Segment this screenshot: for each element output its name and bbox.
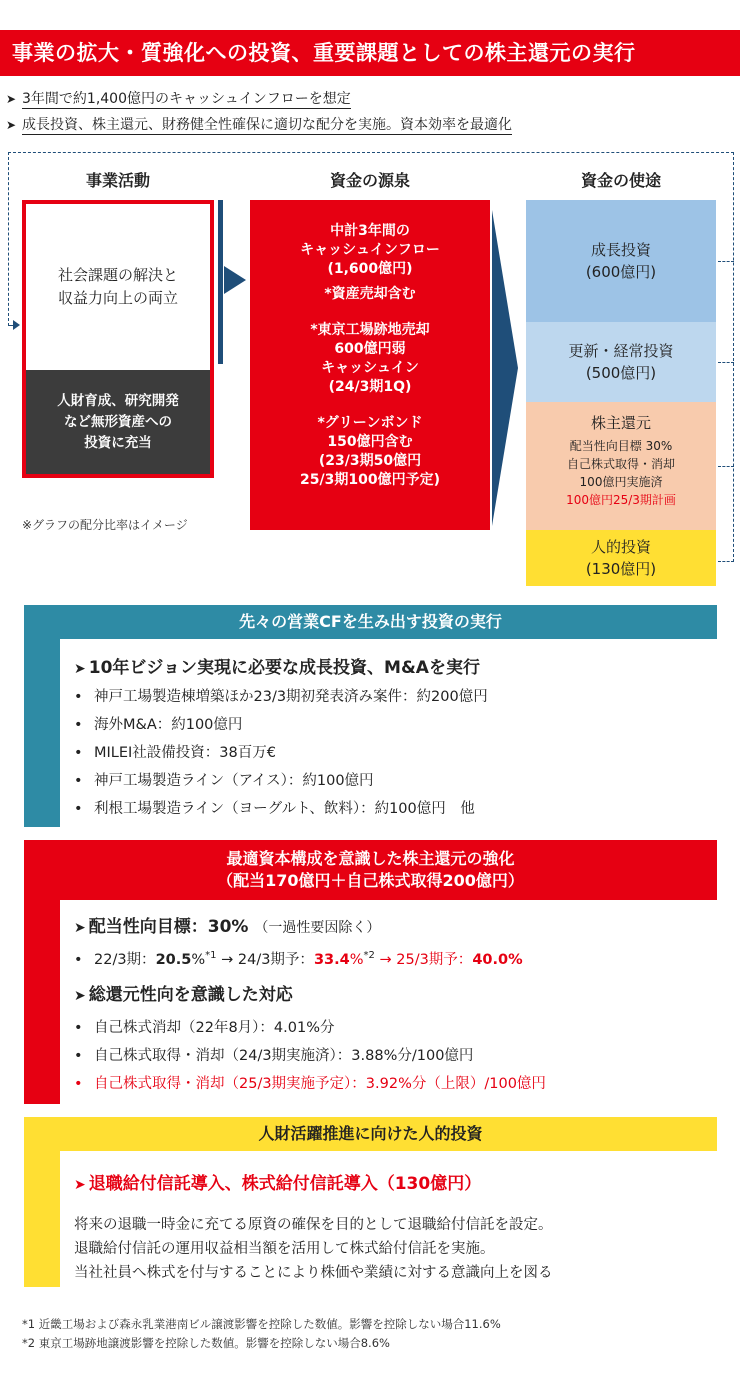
section1-header: 先々の営業CFを生み出す投資の実行 (24, 605, 717, 639)
list-item: • 神戸工場製造棟増築ほか23/3期初発表済み案件：約200億円 (74, 689, 488, 705)
loop-connector-growth (718, 261, 734, 262)
arrow-right-icon: ➤ (74, 1177, 86, 1193)
use-renewal-investment: 更新・経常投資 (500億円) (526, 322, 716, 402)
footnote-2: *2 東京工場跡地譲渡影響を控除した数値。影響を控除しない場合8.6% (22, 1336, 390, 1350)
flow-bar (218, 200, 223, 364)
graph-note: ※グラフの配分比率はイメージ (22, 518, 188, 532)
section-human-investment (24, 1117, 717, 1287)
list-item: • 自己株式取得・消却（24/3期実施済）：3.88%分/100億円 (74, 1048, 474, 1064)
arrow-right-icon: ➤ (74, 920, 86, 936)
loop-connector-shareholder (718, 466, 734, 467)
list-item: • 海外M&A：約100億円 (74, 717, 243, 733)
business-top-panel: 社会課題の解決と 収益力向上の両立 (57, 266, 178, 307)
arrow-right-icon: ➤ (6, 118, 17, 132)
list-item: • MILEI社設備投資：38百万€ (74, 745, 276, 761)
section3-text-line: 将来の退職一時金に充てる原資の確保を目的として退職給付信託を設定。 (74, 1217, 553, 1233)
use-shareholder-return: 株主還元 配当性向目標 30% 自己株式取得・消却 100億円実施済 100億円25/3期計画 (526, 402, 716, 530)
list-item: • 利根工場製造ライン（ヨーグルト、飲料）：約100億円 他 (74, 801, 475, 817)
loop-connector-renewal (718, 362, 734, 363)
list-item: • 自己株式取得・消却（25/3期実施予定）：3.92%分（上限）/100億円 (74, 1076, 546, 1092)
heading-source: 資金の源泉 (329, 171, 410, 190)
section1-side-bar (24, 639, 60, 827)
section3-header: 人財活躍推進に向けた人的投資 (24, 1117, 717, 1151)
section3-side-bar (24, 1151, 60, 1287)
list-item: • 自己株式消却（22年8月）：4.01%分 (74, 1020, 335, 1036)
section3-subtitle: ➤ 退職給付信託導入、株式給付信託導入（130億円） (74, 1174, 482, 1194)
section2-header: 最適資本構成を意識した株主還元の強化 （配当170億円＋自己株式取得200億円） (24, 840, 717, 900)
summary-item-allocation: ➤ 成長投資、株主還元、財務健全性確保に適切な配分を実施。資本効率を最適化 (6, 117, 512, 133)
summary-item-inflow: ➤ 3年間で約1,400億円のキャッシュインフローを想定 (6, 91, 351, 107)
loop-line-top (8, 152, 734, 153)
list-item: • 神戸工場製造ライン（アイス）：約100億円 (74, 773, 374, 789)
flow-arrow-icon (224, 266, 246, 294)
use-human-investment: 人的投資 (130億円) (526, 530, 716, 586)
business-activity-box (22, 200, 214, 478)
payout-ratio-trend: • 22/3期：20.5%$^{*1}$ → 24/3期予：33.4%$^{*2}$ → 25/3期予：40.0% (74, 950, 523, 968)
business-bottom-panel: 人財育成、研究開発 など無形資産への 投資に充当 (26, 370, 210, 474)
use-growth-investment: 成長投資 (600億円) (526, 200, 716, 322)
section2-subtitle-total-return: ➤ 総還元性向を意識した対応 (74, 985, 293, 1005)
section3-text-line: 退職給付信託の運用収益相当額を活用して株式給付信託を実施。 (74, 1241, 495, 1257)
heading-business: 事業活動 (85, 171, 150, 190)
footnote-1: *1 近畿工場および森永乳業港南ビル譲渡影響を控除した数値。影響を控除しない場合11.6% (22, 1317, 501, 1331)
page-title: 事業の拡大・質強化への投資、重要課題としての株主還元の実行 (0, 30, 740, 76)
section2-subtitle-payout: ➤ 配当性向目標：30% （一過性要因除く） (74, 917, 381, 937)
loop-connector-human (718, 561, 734, 562)
section1-subtitle: ➤ 10年ビジョン実現に必要な成長投資、M&Aを実行 (74, 658, 480, 678)
section2-side-bar (24, 900, 60, 1104)
cash-source-box: 中計3年間の キャッシュインフロー (1,600億円) *資産売却含む *東京工場跡地売却 600億円弱 キャッシュイン (24/3期1Q) *グリーンボンド 150億円含む (23/3期50億円 25/3期100億円予定) (250, 200, 490, 530)
loop-arrow-icon (13, 320, 20, 330)
arrow-right-icon: ➤ (74, 988, 86, 1004)
loop-line-left (8, 152, 9, 326)
heading-use: 資金の使途 (580, 171, 661, 190)
section3-text-line: 当社社員へ株式を付与することにより株価や業績に対する意識向上を図る (74, 1265, 553, 1281)
section-growth-investment (24, 605, 717, 827)
loop-line-right (733, 152, 734, 562)
arrow-right-icon: ➤ (6, 92, 17, 106)
section-shareholder-return (24, 840, 717, 1104)
arrow-right-icon: ➤ (74, 661, 86, 677)
allocation-arrow-icon (492, 210, 518, 526)
